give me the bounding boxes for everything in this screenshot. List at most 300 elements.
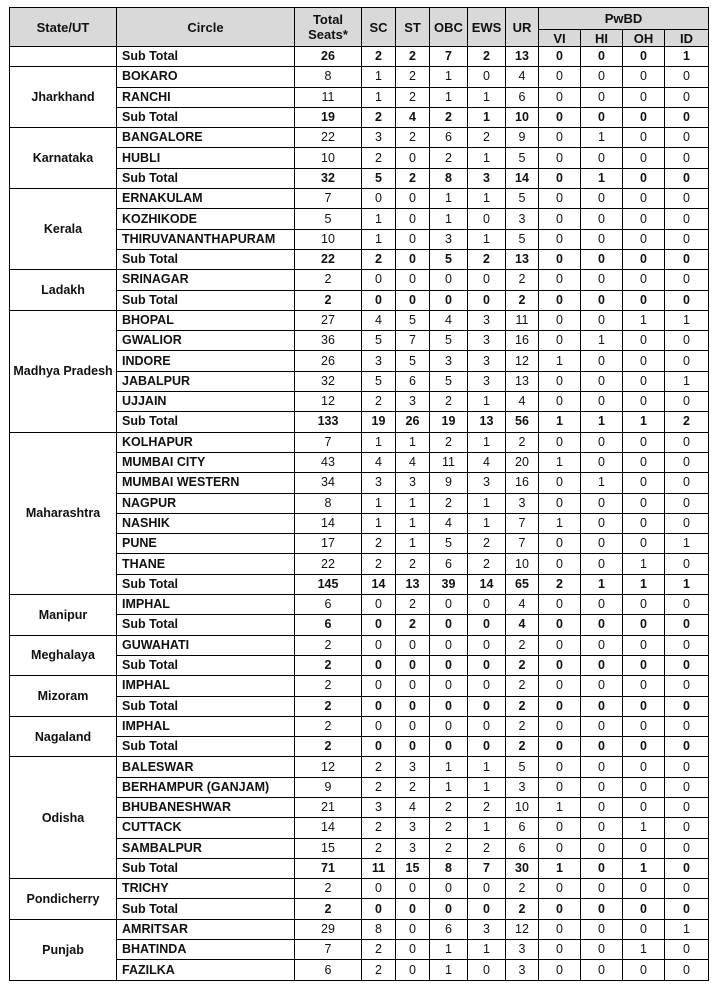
vi-cell: 0 xyxy=(539,189,581,209)
sc-cell: 2 xyxy=(362,940,396,960)
sc-cell: 0 xyxy=(362,737,396,757)
sc-cell: 3 xyxy=(362,797,396,817)
ews-cell: 1 xyxy=(468,777,506,797)
st-cell: 0 xyxy=(396,716,430,736)
total-seats-cell: 71 xyxy=(295,858,362,878)
obc-cell: 0 xyxy=(430,635,468,655)
id-cell: 0 xyxy=(665,270,709,290)
id-cell: 0 xyxy=(665,676,709,696)
circle-cell: MUMBAI CITY xyxy=(117,452,295,472)
total-seats-cell: 32 xyxy=(295,371,362,391)
hi-cell: 1 xyxy=(581,412,623,432)
total-seats-cell: 17 xyxy=(295,534,362,554)
ur-cell: 65 xyxy=(506,574,539,594)
state-cell: Kerala xyxy=(10,189,117,270)
obc-cell: 0 xyxy=(430,595,468,615)
oh-cell: 0 xyxy=(623,128,665,148)
hi-cell: 1 xyxy=(581,473,623,493)
id-cell: 0 xyxy=(665,189,709,209)
ur-cell: 2 xyxy=(506,737,539,757)
total-seats-cell: 12 xyxy=(295,392,362,412)
ews-cell: 0 xyxy=(468,879,506,899)
table-row xyxy=(10,67,709,87)
id-cell: 0 xyxy=(665,696,709,716)
ews-cell: 0 xyxy=(468,290,506,310)
st-cell: 0 xyxy=(396,696,430,716)
ur-cell: 10 xyxy=(506,554,539,574)
obc-cell: 39 xyxy=(430,574,468,594)
obc-cell: 2 xyxy=(430,818,468,838)
header-ur: UR xyxy=(506,8,539,47)
oh-cell: 0 xyxy=(623,47,665,67)
table-body xyxy=(10,47,709,981)
oh-cell: 0 xyxy=(623,899,665,919)
hi-cell: 0 xyxy=(581,189,623,209)
total-seats-cell: 7 xyxy=(295,940,362,960)
st-cell: 3 xyxy=(396,757,430,777)
sc-cell: 2 xyxy=(362,777,396,797)
ews-cell: 3 xyxy=(468,473,506,493)
ews-cell: 2 xyxy=(468,47,506,67)
hi-cell: 0 xyxy=(581,615,623,635)
ur-cell: 56 xyxy=(506,412,539,432)
sc-cell: 1 xyxy=(362,209,396,229)
obc-cell: 8 xyxy=(430,858,468,878)
vi-cell: 0 xyxy=(539,209,581,229)
total-seats-cell: 8 xyxy=(295,67,362,87)
hi-cell: 0 xyxy=(581,737,623,757)
obc-cell: 1 xyxy=(430,67,468,87)
circle-cell: SRINAGAR xyxy=(117,270,295,290)
total-seats-cell: 5 xyxy=(295,209,362,229)
total-seats-cell: 12 xyxy=(295,757,362,777)
oh-cell: 0 xyxy=(623,351,665,371)
vi-cell: 0 xyxy=(539,879,581,899)
oh-cell: 1 xyxy=(623,554,665,574)
hi-cell: 0 xyxy=(581,270,623,290)
vi-cell: 0 xyxy=(539,534,581,554)
sc-cell: 2 xyxy=(362,838,396,858)
total-seats-cell: 27 xyxy=(295,310,362,330)
sc-cell: 0 xyxy=(362,899,396,919)
ews-cell: 1 xyxy=(468,189,506,209)
oh-cell: 1 xyxy=(623,574,665,594)
st-cell: 0 xyxy=(396,879,430,899)
circle-cell: BHATINDA xyxy=(117,940,295,960)
oh-cell: 0 xyxy=(623,615,665,635)
hi-cell: 0 xyxy=(581,676,623,696)
total-seats-cell: 14 xyxy=(295,818,362,838)
vi-cell: 0 xyxy=(539,331,581,351)
total-seats-cell: 22 xyxy=(295,554,362,574)
circle-cell: BALESWAR xyxy=(117,757,295,777)
oh-cell: 0 xyxy=(623,879,665,899)
circle-cell: THANE xyxy=(117,554,295,574)
ews-cell: 0 xyxy=(468,737,506,757)
state-cell xyxy=(10,47,117,67)
ur-cell: 11 xyxy=(506,310,539,330)
hi-cell: 0 xyxy=(581,960,623,980)
table-row xyxy=(10,757,709,777)
ews-cell: 14 xyxy=(468,574,506,594)
ur-cell: 2 xyxy=(506,635,539,655)
obc-cell: 5 xyxy=(430,371,468,391)
ur-cell: 16 xyxy=(506,331,539,351)
ur-cell: 9 xyxy=(506,128,539,148)
ews-cell: 0 xyxy=(468,696,506,716)
hi-cell: 0 xyxy=(581,513,623,533)
total-seats-cell: 21 xyxy=(295,797,362,817)
oh-cell: 0 xyxy=(623,534,665,554)
sc-cell: 0 xyxy=(362,676,396,696)
circle-cell: BHOPAL xyxy=(117,310,295,330)
subtotal-label: Sub Total xyxy=(117,737,295,757)
total-seats-cell: 11 xyxy=(295,87,362,107)
total-seats-cell: 32 xyxy=(295,168,362,188)
sc-cell: 1 xyxy=(362,432,396,452)
st-cell: 3 xyxy=(396,392,430,412)
table-row xyxy=(10,310,709,330)
header-state: State/UT xyxy=(10,8,117,47)
total-seats-cell: 9 xyxy=(295,777,362,797)
oh-cell: 1 xyxy=(623,858,665,878)
hi-cell: 0 xyxy=(581,655,623,675)
header-sc: SC xyxy=(362,8,396,47)
id-cell: 0 xyxy=(665,960,709,980)
ur-cell: 7 xyxy=(506,534,539,554)
subtotal-label: Sub Total xyxy=(117,107,295,127)
circle-cell: MUMBAI WESTERN xyxy=(117,473,295,493)
circle-cell: PUNE xyxy=(117,534,295,554)
sc-cell: 2 xyxy=(362,107,396,127)
sc-cell: 0 xyxy=(362,655,396,675)
vi-cell: 0 xyxy=(539,148,581,168)
id-cell: 0 xyxy=(665,331,709,351)
id-cell: 1 xyxy=(665,574,709,594)
st-cell: 4 xyxy=(396,797,430,817)
oh-cell: 0 xyxy=(623,960,665,980)
obc-cell: 8 xyxy=(430,168,468,188)
id-cell: 0 xyxy=(665,128,709,148)
ur-cell: 12 xyxy=(506,919,539,939)
oh-cell: 0 xyxy=(623,716,665,736)
circle-cell: BANGALORE xyxy=(117,128,295,148)
st-cell: 0 xyxy=(396,737,430,757)
subtotal-label: Sub Total xyxy=(117,290,295,310)
id-cell: 0 xyxy=(665,351,709,371)
id-cell: 0 xyxy=(665,209,709,229)
ews-cell: 3 xyxy=(468,331,506,351)
ur-cell: 5 xyxy=(506,757,539,777)
oh-cell: 0 xyxy=(623,737,665,757)
st-cell: 1 xyxy=(396,513,430,533)
id-cell: 0 xyxy=(665,858,709,878)
oh-cell: 1 xyxy=(623,818,665,838)
id-cell: 0 xyxy=(665,67,709,87)
circle-cell: GWALIOR xyxy=(117,331,295,351)
sc-cell: 2 xyxy=(362,47,396,67)
sc-cell: 14 xyxy=(362,574,396,594)
vi-cell: 0 xyxy=(539,676,581,696)
hi-cell: 0 xyxy=(581,595,623,615)
id-cell: 0 xyxy=(665,148,709,168)
oh-cell: 0 xyxy=(623,290,665,310)
ews-cell: 1 xyxy=(468,87,506,107)
state-cell: Madhya Pradesh xyxy=(10,310,117,432)
oh-cell: 0 xyxy=(623,249,665,269)
total-seats-cell: 2 xyxy=(295,635,362,655)
ews-cell: 0 xyxy=(468,615,506,635)
hi-cell: 0 xyxy=(581,148,623,168)
vi-cell: 0 xyxy=(539,757,581,777)
circle-cell: TRICHY xyxy=(117,879,295,899)
id-cell: 0 xyxy=(665,290,709,310)
ur-cell: 10 xyxy=(506,107,539,127)
total-seats-cell: 15 xyxy=(295,838,362,858)
sc-cell: 3 xyxy=(362,351,396,371)
ews-cell: 0 xyxy=(468,635,506,655)
sc-cell: 0 xyxy=(362,696,396,716)
ur-cell: 3 xyxy=(506,209,539,229)
st-cell: 2 xyxy=(396,168,430,188)
ur-cell: 10 xyxy=(506,797,539,817)
oh-cell: 0 xyxy=(623,655,665,675)
hi-cell: 0 xyxy=(581,209,623,229)
hi-cell: 0 xyxy=(581,635,623,655)
ur-cell: 2 xyxy=(506,899,539,919)
total-seats-cell: 2 xyxy=(295,879,362,899)
obc-cell: 5 xyxy=(430,249,468,269)
id-cell: 0 xyxy=(665,655,709,675)
oh-cell: 0 xyxy=(623,331,665,351)
circle-cell: FAZILKA xyxy=(117,960,295,980)
ur-cell: 3 xyxy=(506,493,539,513)
oh-cell: 0 xyxy=(623,595,665,615)
total-seats-cell: 2 xyxy=(295,270,362,290)
st-cell: 0 xyxy=(396,919,430,939)
subtotal-label: Sub Total xyxy=(117,249,295,269)
vi-cell: 0 xyxy=(539,940,581,960)
id-cell: 0 xyxy=(665,940,709,960)
vi-cell: 1 xyxy=(539,513,581,533)
vi-cell: 1 xyxy=(539,351,581,371)
oh-cell: 0 xyxy=(623,270,665,290)
circle-cell: KOLHAPUR xyxy=(117,432,295,452)
obc-cell: 3 xyxy=(430,229,468,249)
st-cell: 0 xyxy=(396,676,430,696)
circle-cell: NASHIK xyxy=(117,513,295,533)
st-cell: 7 xyxy=(396,331,430,351)
total-seats-cell: 22 xyxy=(295,249,362,269)
id-cell: 0 xyxy=(665,452,709,472)
oh-cell: 0 xyxy=(623,87,665,107)
table-row xyxy=(10,595,709,615)
header-obc: OBC xyxy=(430,8,468,47)
vi-cell: 0 xyxy=(539,371,581,391)
id-cell: 0 xyxy=(665,432,709,452)
obc-cell: 0 xyxy=(430,270,468,290)
id-cell: 0 xyxy=(665,899,709,919)
st-cell: 0 xyxy=(396,189,430,209)
ews-cell: 2 xyxy=(468,534,506,554)
ews-cell: 2 xyxy=(468,128,506,148)
vi-cell: 0 xyxy=(539,595,581,615)
obc-cell: 0 xyxy=(430,655,468,675)
obc-cell: 5 xyxy=(430,534,468,554)
oh-cell: 0 xyxy=(623,209,665,229)
st-cell: 0 xyxy=(396,229,430,249)
ur-cell: 2 xyxy=(506,676,539,696)
total-seats-cell: 2 xyxy=(295,655,362,675)
hi-cell: 0 xyxy=(581,818,623,838)
oh-cell: 0 xyxy=(623,189,665,209)
ur-cell: 7 xyxy=(506,513,539,533)
sc-cell: 19 xyxy=(362,412,396,432)
obc-cell: 0 xyxy=(430,879,468,899)
sc-cell: 0 xyxy=(362,615,396,635)
sc-cell: 1 xyxy=(362,513,396,533)
state-cell: Nagaland xyxy=(10,716,117,757)
subtotal-row xyxy=(10,47,709,67)
ur-cell: 6 xyxy=(506,818,539,838)
ur-cell: 2 xyxy=(506,290,539,310)
state-cell: Maharashtra xyxy=(10,432,117,594)
oh-cell: 0 xyxy=(623,392,665,412)
ews-cell: 1 xyxy=(468,757,506,777)
ur-cell: 3 xyxy=(506,777,539,797)
sc-cell: 0 xyxy=(362,595,396,615)
ur-cell: 6 xyxy=(506,838,539,858)
id-cell: 0 xyxy=(665,249,709,269)
obc-cell: 2 xyxy=(430,148,468,168)
hi-cell: 0 xyxy=(581,919,623,939)
vi-cell: 0 xyxy=(539,47,581,67)
sc-cell: 1 xyxy=(362,229,396,249)
seat-distribution-table xyxy=(9,7,709,981)
hi-cell: 0 xyxy=(581,452,623,472)
st-cell: 5 xyxy=(396,310,430,330)
hi-cell: 0 xyxy=(581,757,623,777)
ur-cell: 2 xyxy=(506,879,539,899)
ews-cell: 2 xyxy=(468,249,506,269)
oh-cell: 0 xyxy=(623,168,665,188)
sc-cell: 2 xyxy=(362,249,396,269)
vi-cell: 1 xyxy=(539,412,581,432)
ews-cell: 0 xyxy=(468,270,506,290)
ews-cell: 2 xyxy=(468,797,506,817)
oh-cell: 0 xyxy=(623,107,665,127)
st-cell: 2 xyxy=(396,87,430,107)
header-total-seats: Total Seats* xyxy=(295,8,362,47)
ur-cell: 4 xyxy=(506,595,539,615)
sc-cell: 2 xyxy=(362,534,396,554)
ews-cell: 3 xyxy=(468,371,506,391)
state-cell: Meghalaya xyxy=(10,635,117,676)
st-cell: 0 xyxy=(396,940,430,960)
obc-cell: 0 xyxy=(430,716,468,736)
st-cell: 0 xyxy=(396,655,430,675)
ur-cell: 3 xyxy=(506,940,539,960)
vi-cell: 0 xyxy=(539,554,581,574)
ur-cell: 6 xyxy=(506,87,539,107)
total-seats-cell: 19 xyxy=(295,107,362,127)
circle-cell: ERNAKULAM xyxy=(117,189,295,209)
oh-cell: 1 xyxy=(623,310,665,330)
vi-cell: 0 xyxy=(539,168,581,188)
hi-cell: 1 xyxy=(581,168,623,188)
ews-cell: 1 xyxy=(468,513,506,533)
circle-cell: CUTTACK xyxy=(117,818,295,838)
total-seats-cell: 2 xyxy=(295,737,362,757)
hi-cell: 0 xyxy=(581,534,623,554)
circle-cell: RANCHI xyxy=(117,87,295,107)
vi-cell: 2 xyxy=(539,574,581,594)
ur-cell: 2 xyxy=(506,716,539,736)
total-seats-cell: 34 xyxy=(295,473,362,493)
hi-cell: 0 xyxy=(581,879,623,899)
ur-cell: 5 xyxy=(506,229,539,249)
vi-cell: 0 xyxy=(539,493,581,513)
hi-cell: 0 xyxy=(581,87,623,107)
sc-cell: 2 xyxy=(362,554,396,574)
circle-cell: AMRITSAR xyxy=(117,919,295,939)
sc-cell: 5 xyxy=(362,331,396,351)
circle-cell: IMPHAL xyxy=(117,716,295,736)
total-seats-cell: 10 xyxy=(295,148,362,168)
sc-cell: 11 xyxy=(362,858,396,878)
ur-cell: 4 xyxy=(506,392,539,412)
obc-cell: 11 xyxy=(430,452,468,472)
vi-cell: 0 xyxy=(539,392,581,412)
sc-cell: 0 xyxy=(362,270,396,290)
total-seats-cell: 10 xyxy=(295,229,362,249)
hi-cell: 0 xyxy=(581,696,623,716)
obc-cell: 5 xyxy=(430,331,468,351)
ews-cell: 0 xyxy=(468,209,506,229)
st-cell: 0 xyxy=(396,270,430,290)
obc-cell: 1 xyxy=(430,960,468,980)
total-seats-cell: 145 xyxy=(295,574,362,594)
st-cell: 15 xyxy=(396,858,430,878)
id-cell: 1 xyxy=(665,919,709,939)
table-row xyxy=(10,635,709,655)
id-cell: 0 xyxy=(665,513,709,533)
ews-cell: 2 xyxy=(468,838,506,858)
id-cell: 2 xyxy=(665,412,709,432)
obc-cell: 2 xyxy=(430,493,468,513)
st-cell: 2 xyxy=(396,554,430,574)
header-id: ID xyxy=(665,30,709,47)
obc-cell: 7 xyxy=(430,47,468,67)
obc-cell: 1 xyxy=(430,87,468,107)
vi-cell: 0 xyxy=(539,838,581,858)
total-seats-cell: 7 xyxy=(295,189,362,209)
id-cell: 0 xyxy=(665,168,709,188)
ews-cell: 13 xyxy=(468,412,506,432)
ur-cell: 5 xyxy=(506,189,539,209)
st-cell: 0 xyxy=(396,960,430,980)
sc-cell: 0 xyxy=(362,635,396,655)
st-cell: 1 xyxy=(396,534,430,554)
st-cell: 1 xyxy=(396,432,430,452)
obc-cell: 9 xyxy=(430,473,468,493)
oh-cell: 0 xyxy=(623,452,665,472)
total-seats-cell: 7 xyxy=(295,432,362,452)
ur-cell: 30 xyxy=(506,858,539,878)
ews-cell: 0 xyxy=(468,899,506,919)
st-cell: 0 xyxy=(396,899,430,919)
state-cell: Jharkhand xyxy=(10,67,117,128)
